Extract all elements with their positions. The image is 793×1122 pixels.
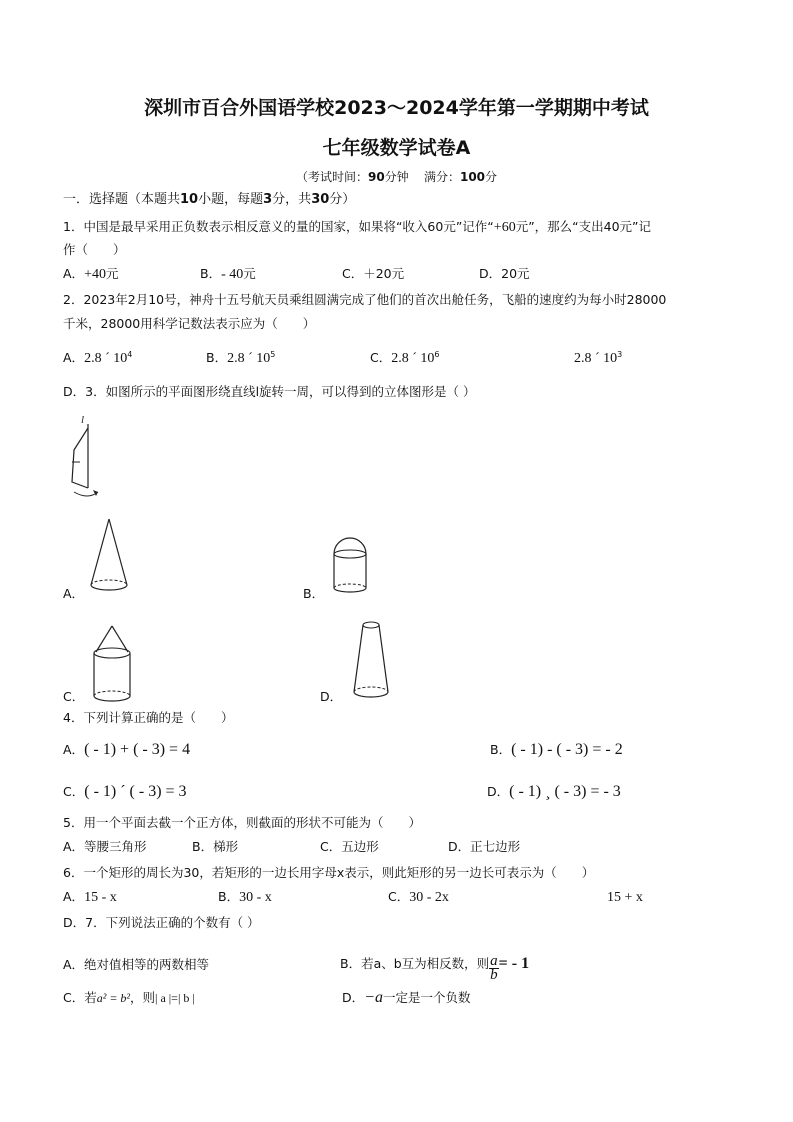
q4-c-math: ( - 1) ´ ( - 3) = 3	[84, 783, 187, 800]
section-prefix: 一．选择题（本题共	[63, 192, 181, 207]
q2-c-base: 2.8 ´ 10	[391, 351, 435, 366]
q6-option-b	[218, 889, 272, 906]
q2-b-exp: 5	[270, 349, 276, 359]
q1-text: 1．中国是最早采用正负数表示相反意义的量的国家，如果将“收入60元”记作“	[63, 219, 494, 234]
q4-b-label: B．	[490, 742, 512, 757]
q4-option-d	[487, 784, 621, 800]
q3-stem: D．3．如图所示的平面图形绕直线l旋转一周，可以得到的立体图形是（ ）	[63, 384, 476, 399]
q7-option-c	[63, 990, 195, 1006]
q1-option-b	[200, 266, 256, 283]
q2-a-base: 2.8 ´ 10	[84, 351, 128, 366]
q4-d-math: ( - 1) ¸ ( - 3) = - 3	[509, 783, 621, 800]
q6-d-math: 15 + x	[607, 890, 643, 905]
q2-b-label: B．	[206, 350, 228, 365]
q2-b-base: 2.8 ´ 10	[227, 351, 271, 366]
q7-option-d	[342, 990, 470, 1006]
score-value: 100	[459, 170, 486, 184]
q3-option-b-cylinder-hemisphere	[328, 532, 372, 596]
q3-option-d-frustum	[346, 612, 396, 702]
q7-d-math: −a	[364, 989, 383, 1006]
q5-stem: 5．用一个平面去截一个正方体，则截面的形状不可能为（ ）	[63, 815, 421, 830]
q6-c-math: 30 - 2x	[409, 890, 449, 905]
q7-stem: D．7．下列说法正确的个数有（ ）	[63, 915, 260, 930]
q7-d-label: D．	[342, 990, 365, 1005]
q6-option-a	[63, 889, 117, 906]
paper-subtitle: 七年级数学试卷A	[322, 137, 471, 159]
q1-option-a	[63, 266, 118, 283]
section-mid2: 分，共	[272, 192, 312, 207]
q2-option-c	[370, 350, 440, 367]
q1-stem-line2: 作（ ）	[63, 242, 126, 257]
q7-b-fraction	[489, 952, 499, 983]
axis-label: l	[81, 414, 85, 426]
q5-option-a: A．等腰三角形	[63, 839, 147, 854]
q4-a-math: ( - 1) + ( - 3) = 4	[84, 741, 191, 758]
q7-d-text: 一定是一个负数	[382, 990, 471, 1005]
q5-option-c: C．五边形	[320, 839, 379, 854]
q4-a-label: A．	[63, 742, 85, 757]
q6-a-label: A．	[63, 889, 85, 904]
q2-stem-line2: 千米，28000用科学记数法表示应为（ ）	[63, 316, 316, 331]
q2-d-exp: 3	[617, 349, 623, 359]
q5-option-b: B．梯形	[192, 839, 239, 854]
q1-b-math: - 40	[221, 267, 244, 282]
section-suffix: 分）	[329, 192, 356, 207]
q3-option-b-label: B．	[303, 586, 325, 601]
q4-option-b	[490, 742, 623, 758]
q1-option-c: C．＋20元	[342, 266, 405, 281]
q5-option-d: D．正七边形	[448, 839, 521, 854]
q7-b-text: B．若a、b互为相反数，则	[340, 956, 490, 971]
q2-d-base: 2.8 ´ 10	[574, 351, 618, 366]
q1-stem-line1	[63, 219, 651, 236]
q3-plane-figure	[60, 410, 110, 500]
q6-option-d	[607, 889, 643, 906]
q7-c-math2: | a |=| b |	[155, 991, 195, 1005]
q3-option-a-label: A．	[63, 586, 85, 601]
q7-option-a: A．绝对值相等的两数相等	[63, 957, 210, 972]
time-unit: 分钟	[384, 170, 409, 184]
score-unit: 分	[485, 170, 498, 184]
q3-option-a-cone	[85, 515, 135, 595]
section-total: 30	[311, 192, 330, 207]
q2-option-a	[63, 350, 132, 367]
q2-c-exp: 6	[434, 349, 440, 359]
q1-option-d: D．20元	[479, 266, 530, 281]
exam-info	[0, 168, 793, 185]
q1-b-label: B．	[200, 266, 222, 281]
q6-b-label: B．	[218, 889, 240, 904]
q3-option-c-label: C．	[63, 689, 85, 704]
q4-option-c	[63, 784, 187, 800]
section-heading	[63, 192, 355, 208]
q1-a-label: A．	[63, 266, 85, 281]
q6-a-math: 15 - x	[84, 890, 117, 905]
q2-a-label: A．	[63, 350, 85, 365]
section-per: 3	[263, 192, 273, 207]
exam-title: 深圳市百合外国语学校2023～2024学年第一学期期中考试	[144, 97, 649, 119]
q2-option-b	[206, 350, 275, 367]
q7-b-math: = - 1	[498, 955, 530, 972]
score-label: 满分：	[423, 170, 460, 184]
q1-a-math: +40	[84, 267, 106, 282]
q2-option-d	[574, 350, 622, 367]
q4-b-math: ( - 1) - ( - 3) = - 2	[511, 741, 623, 758]
q1-a-unit: 元	[105, 266, 119, 281]
q7-b-denominator: b	[490, 966, 498, 983]
q1-math: +60	[493, 220, 516, 235]
q2-a-exp: 4	[127, 349, 133, 359]
q7-option-b	[340, 952, 530, 983]
q2-c-label: C．	[370, 350, 392, 365]
q3-option-d-label: D．	[320, 689, 343, 704]
time-label: （考试时间：	[295, 170, 368, 184]
q2-stem-line1: 2．2023年2月10号，神舟十五号航天员乘组圆满完成了他们的首次出舱任务，飞船的速度约为每小时28000	[63, 292, 667, 307]
section-count: 10	[180, 192, 199, 207]
q6-stem: 6．一个矩形的周长为30，若矩形的一边长用字母x表示，则此矩形的另一边长可表示为（ ）	[63, 865, 595, 880]
q1-b-unit: 元	[243, 266, 256, 281]
time-value: 90	[367, 170, 385, 184]
q6-c-label: C．	[388, 889, 410, 904]
q7-b-numerator: a	[490, 952, 498, 969]
q3-option-c-cylinder-cone	[88, 622, 136, 706]
q4-stem: 4．下列计算正确的是（ ）	[63, 710, 234, 725]
q6-option-c	[388, 889, 449, 906]
q4-c-label: C．	[63, 784, 85, 799]
q1-text-end: 元”，那么“支出40元”记	[515, 219, 652, 234]
q7-c-mid: ，则	[130, 990, 156, 1005]
q6-b-math: 30 - x	[239, 890, 272, 905]
q4-d-label: D．	[487, 784, 510, 799]
section-mid1: 小题，每题	[198, 192, 264, 207]
q7-c-math1: a² = b²	[96, 991, 131, 1005]
q7-c-label: C．若	[63, 990, 97, 1005]
q4-option-a	[63, 742, 190, 758]
